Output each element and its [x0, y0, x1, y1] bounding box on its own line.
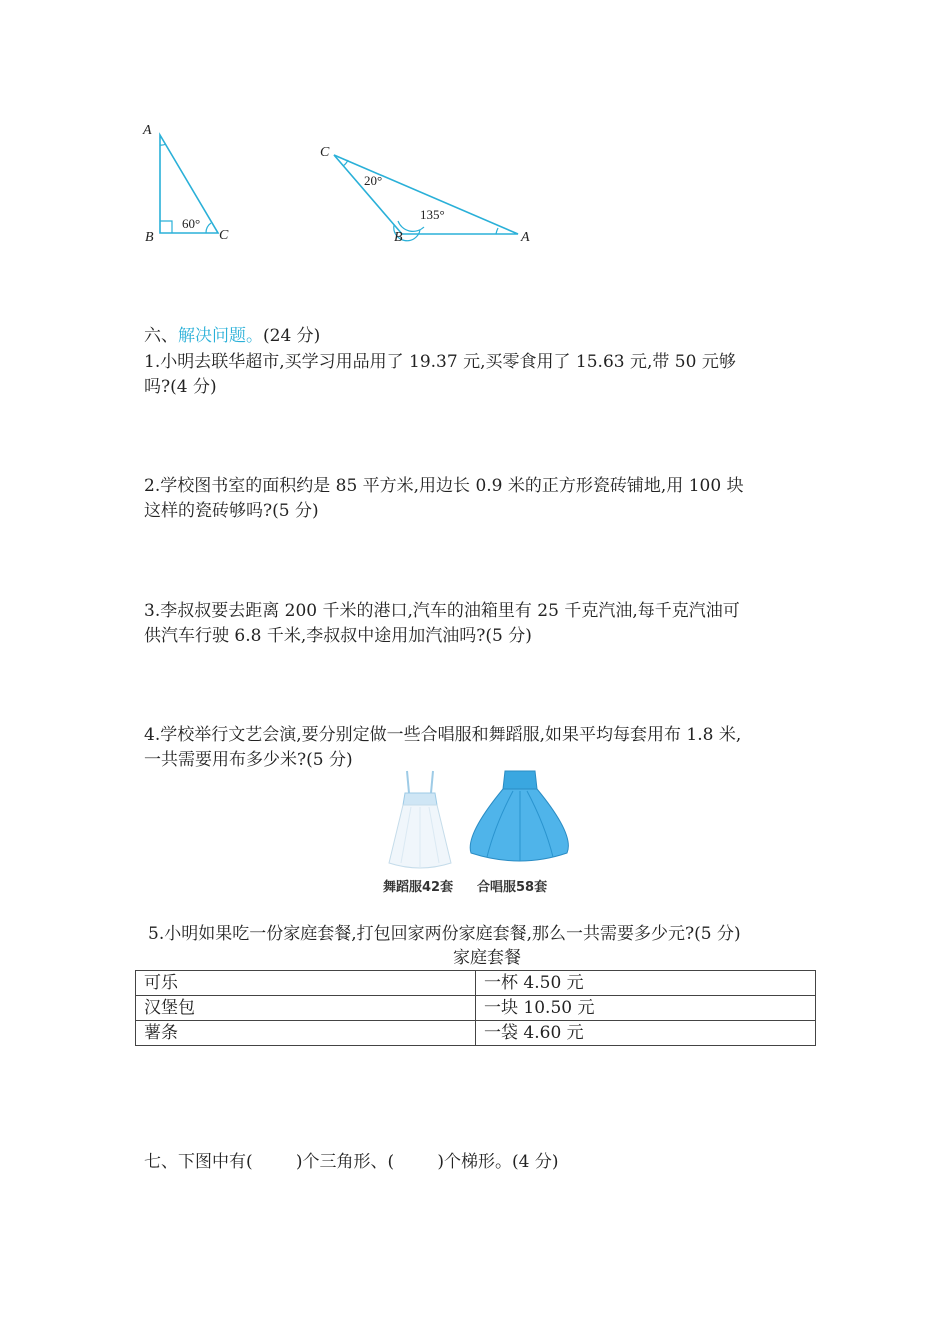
section7-text: 七、下图中有( )个三角形、( )个梯形。(4 分): [144, 1152, 559, 1172]
choir-dress-image: [470, 771, 568, 861]
triangle2-label-c: C: [320, 145, 330, 160]
obtuse-triangle-cba: [320, 145, 530, 245]
triangle1-angle-c: 60°: [182, 216, 201, 231]
triangle1-label-a: A: [143, 123, 152, 138]
q1-line2: 吗?(4 分): [144, 377, 217, 397]
section6-points: (24 分): [263, 326, 321, 346]
table-cell-price: 一袋 4.60 元: [476, 1021, 816, 1046]
q3-line1: 3.李叔叔要去距离 200 千米的港口,汽车的油箱里有 25 千克汽油,每千克汽油可: [144, 601, 740, 621]
dance-dress-caption: 舞蹈服42套: [383, 880, 454, 895]
table-row: [136, 996, 816, 1021]
triangle1-label-c: C: [219, 228, 229, 243]
costume-illustration: [375, 765, 575, 900]
q2-line1: 2.学校图书室的面积约是 85 平方米,用边长 0.9 米的正方形瓷砖铺地,用 100 块: [144, 476, 744, 496]
table-cell-price: 一块 10.50 元: [476, 996, 816, 1021]
triangle2-label-a: A: [521, 230, 530, 245]
q5-table-title: 家庭套餐: [453, 948, 521, 968]
section6-prefix: 六、: [144, 326, 178, 346]
q4-line1: 4.学校举行文艺会演,要分别定做一些合唱服和舞蹈服,如果平均每套用布 1.8 米,: [144, 725, 742, 745]
right-triangle-abc: [142, 123, 229, 245]
section6-title: 解决问题。: [178, 326, 263, 346]
table-cell-item: 可乐: [136, 971, 476, 996]
q5-text: 5.小明如果吃一份家庭套餐,打包回家两份家庭套餐,那么一共需要多少元?(5 分): [148, 924, 741, 944]
q4-line2: 一共需要用布多少米?(5 分): [144, 750, 353, 770]
choir-dress-caption: 合唱服58套: [477, 880, 548, 895]
table-cell-price: 一杯 4.50 元: [476, 971, 816, 996]
table-row: [136, 971, 816, 996]
table-cell-item: 薯条: [136, 1021, 476, 1046]
family-meal-table: [135, 970, 816, 1046]
section6-heading: [144, 323, 320, 349]
table-row: [136, 1021, 816, 1046]
triangle2-angle-c: 20°: [364, 173, 383, 188]
q3-line2: 供汽车行驶 6.8 千米,李叔叔中途用加汽油吗?(5 分): [144, 626, 532, 646]
table-cell-item: 汉堡包: [136, 996, 476, 1021]
triangle-figure: [130, 115, 550, 255]
q2-line2: 这样的瓷砖够吗?(5 分): [144, 501, 319, 521]
triangle2-angle-b: 135°: [420, 207, 445, 222]
q1-line1: 1.小明去联华超市,买学习用品用了 19.37 元,买零食用了 15.63 元,带 50 元够: [144, 352, 736, 372]
triangle1-label-b: B: [145, 230, 154, 245]
dance-dress-image: [389, 771, 451, 868]
triangle2-label-b: B: [394, 230, 403, 245]
